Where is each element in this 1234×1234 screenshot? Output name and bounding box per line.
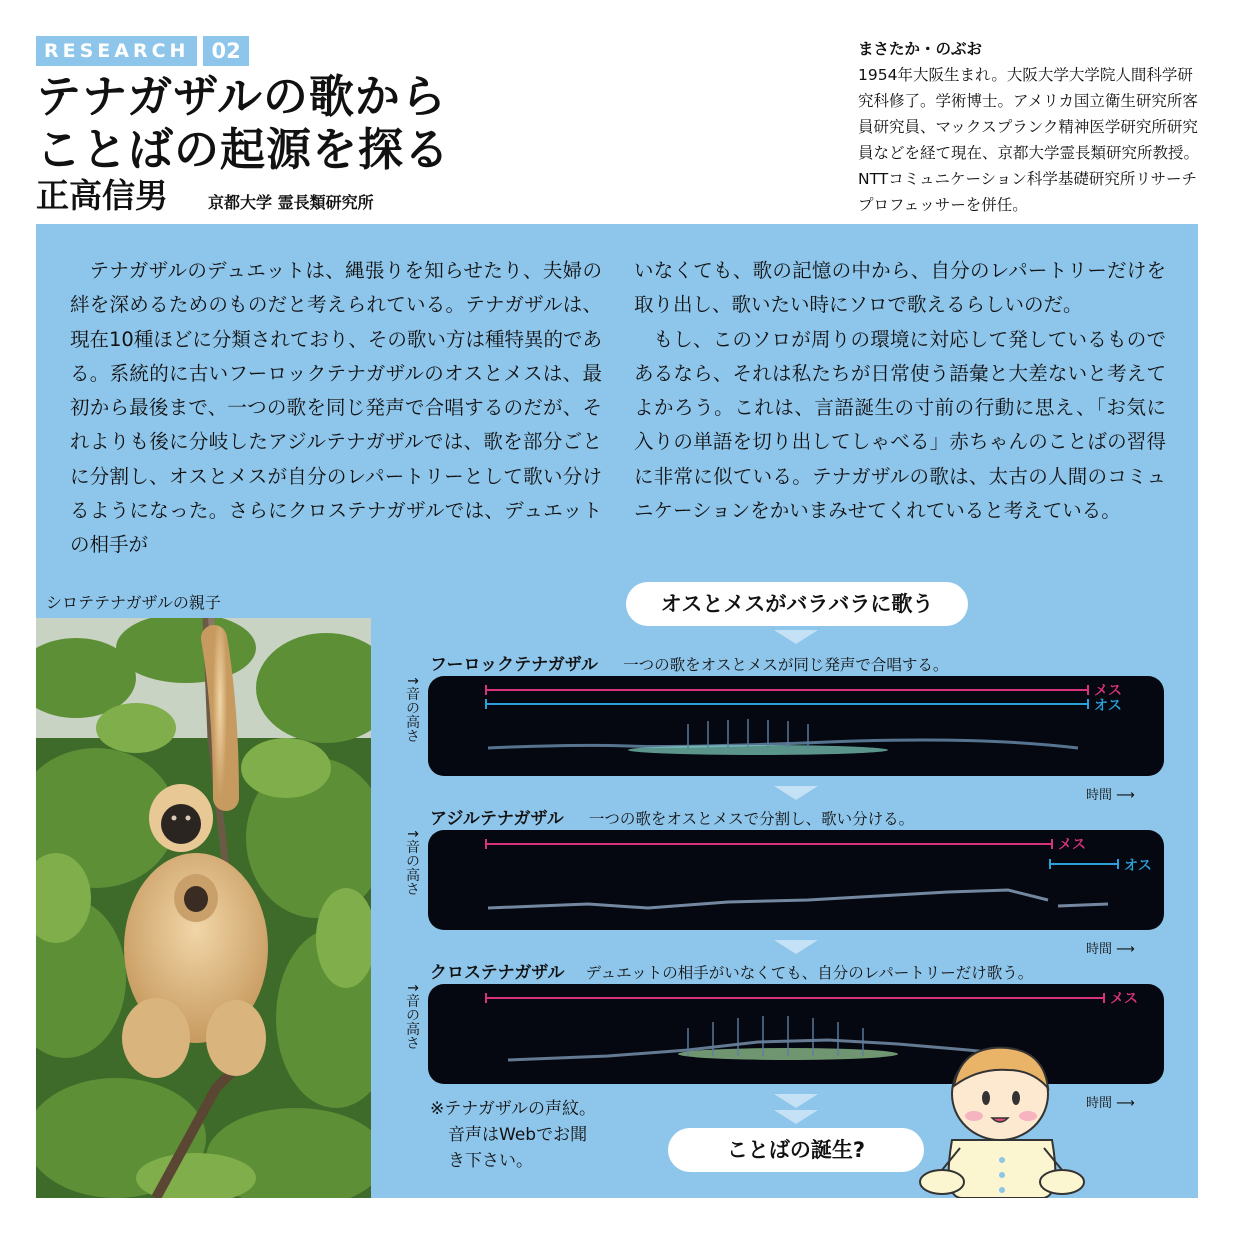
x-axis-text-2: 時間	[1086, 942, 1113, 957]
body-column-1: テナガザルのデュエットは、縄張りを知らせたり、夫婦の絆を深めるためのものだと考えられている。テナガザルは、現在10種ほどに分類されており、その歌い方は種特異的である。系統的に古いフーロックテナガザルのオスとメスは、最初から最後まで、一つの歌を同じ発声で合唱するのだが、それよりも後に分岐したアジルテナガザルでは、歌を部分ごとに分割し、オスとメスが自分のレパートリーとして歌い分けるようになった。さらにクロステナガザルでは、デュエットの相手が	[70, 259, 602, 557]
arrow-down-icon	[774, 630, 818, 644]
bio-reading: まさたか・のぶお	[858, 40, 983, 58]
x-axis-arrow-icon: ⟶	[1112, 1096, 1135, 1111]
arrow-down-icon	[774, 940, 818, 954]
body-paragraph-2: もし、このソロが周りの環境に対応して発しているものであるなら、それは私たちが日常使う語彙と大差ないと考えてよかろう。これは、言語誕生の寸前の行動に思え、「お気に入りの単語を切り出してしゃべる」赤ちゃんのことばの習得に非常に似ている。テナガザルの歌は、太古の人間のコミュニケーションをかいまみせてくれていると考えている。	[634, 327, 1166, 523]
title-line-1: テナガザルの歌から	[36, 70, 447, 123]
article-title	[36, 70, 450, 176]
male-label-2: オス	[1124, 858, 1152, 874]
x-axis-text-3: 時間	[1086, 1096, 1113, 1111]
gibbon-photo-illustration	[36, 618, 371, 1198]
section-badge	[36, 36, 249, 66]
y-axis-text-3: 音の高さ	[404, 993, 420, 1050]
species-3-desc: デュエットの相手がいなくても、自分のレパートリーだけ歌う。	[585, 964, 1034, 982]
x-axis-label-3	[1086, 1092, 1135, 1111]
species-2-desc: 一つの歌をオスとメスで分割し、歌い分ける。	[588, 810, 915, 828]
species-3-name: クロステナガザル	[430, 963, 565, 983]
x-axis-arrow-icon: ⟶	[1112, 942, 1135, 957]
y-axis-label-2	[402, 828, 422, 896]
baby-illustration	[912, 1030, 1088, 1198]
badge-number: 02	[200, 36, 248, 66]
badge-word: RESEARCH	[36, 36, 197, 66]
diagram-top-label: オスとメスがバラバラに歌う	[626, 582, 968, 626]
photo-caption: シロテテナガザルの親子	[46, 593, 221, 612]
author-name: 正高信男	[36, 176, 168, 215]
arrow-down-icon	[774, 1094, 818, 1108]
spectrogram-note	[430, 1096, 596, 1174]
spectrogram-1	[428, 676, 1164, 776]
species-1-desc: 一つの歌をオスとメスが同じ発声で合唱する。	[623, 656, 949, 674]
x-axis-label-1	[1086, 784, 1135, 803]
female-label-3: メス	[1110, 991, 1138, 1007]
y-axis-arrow-icon: ↑	[404, 828, 420, 840]
spectrogram-2	[428, 830, 1164, 930]
y-axis-arrow-icon: ↑	[404, 675, 420, 687]
spectrogram-2-graphic	[428, 830, 1164, 930]
y-axis-arrow-icon: ↑	[404, 982, 420, 994]
baby-icon	[912, 1030, 1088, 1198]
body-paragraph-1: いなくても、歌の記憶の中から、自分のレパートリーだけを取り出し、歌いたい時にソロで歌えるらしいのだ。	[634, 259, 1166, 317]
body-column-2	[634, 254, 1166, 528]
species-1-name: フーロックテナガザル	[430, 655, 598, 675]
species-1-header	[430, 650, 948, 675]
spectrogram-1-graphic	[428, 676, 1164, 776]
x-axis-arrow-icon: ⟶	[1112, 788, 1135, 803]
note-line-2: 音声はWebでお聞	[448, 1125, 588, 1145]
gibbon-photo	[36, 618, 371, 1198]
arrow-down-icon	[774, 786, 818, 800]
female-label-2: メス	[1058, 837, 1086, 853]
species-2-name: アジルテナガザル	[430, 809, 564, 829]
diagram-bottom-label: ことばの誕生?	[668, 1128, 924, 1172]
x-axis-label-2	[1086, 938, 1135, 957]
species-3-header	[430, 958, 1033, 983]
y-axis-label-3	[402, 982, 422, 1050]
note-line-3: き下さい。	[448, 1151, 533, 1171]
bio-text: 1954年大阪生まれ。大阪大学大学院人間科学研究科修了。学術博士。アメリカ国立衛生研究所客員研究員、マックスプランク精神医学研究所研究員などを経て現在、京都大学霊長類研究所教授。NTTコミュニケーション科学基礎研究所リサーチプロフェッサーを併任。	[858, 66, 1200, 214]
y-axis-text-1: 音の高さ	[404, 686, 420, 743]
y-axis-text-2: 音の高さ	[404, 839, 420, 896]
species-2-header	[430, 804, 914, 829]
arrow-down-icon	[774, 1110, 818, 1124]
y-axis-label-1	[402, 675, 422, 743]
male-label-1: オス	[1094, 698, 1122, 714]
female-label-1: メス	[1094, 683, 1122, 699]
x-axis-text-1: 時間	[1086, 788, 1113, 803]
note-line-1: ※テナガザルの声紋。	[430, 1099, 597, 1119]
author-bio	[858, 36, 1204, 218]
title-line-2: ことばの起源を探る	[36, 123, 451, 176]
author-affiliation: 京都大学 霊長類研究所	[208, 193, 374, 212]
